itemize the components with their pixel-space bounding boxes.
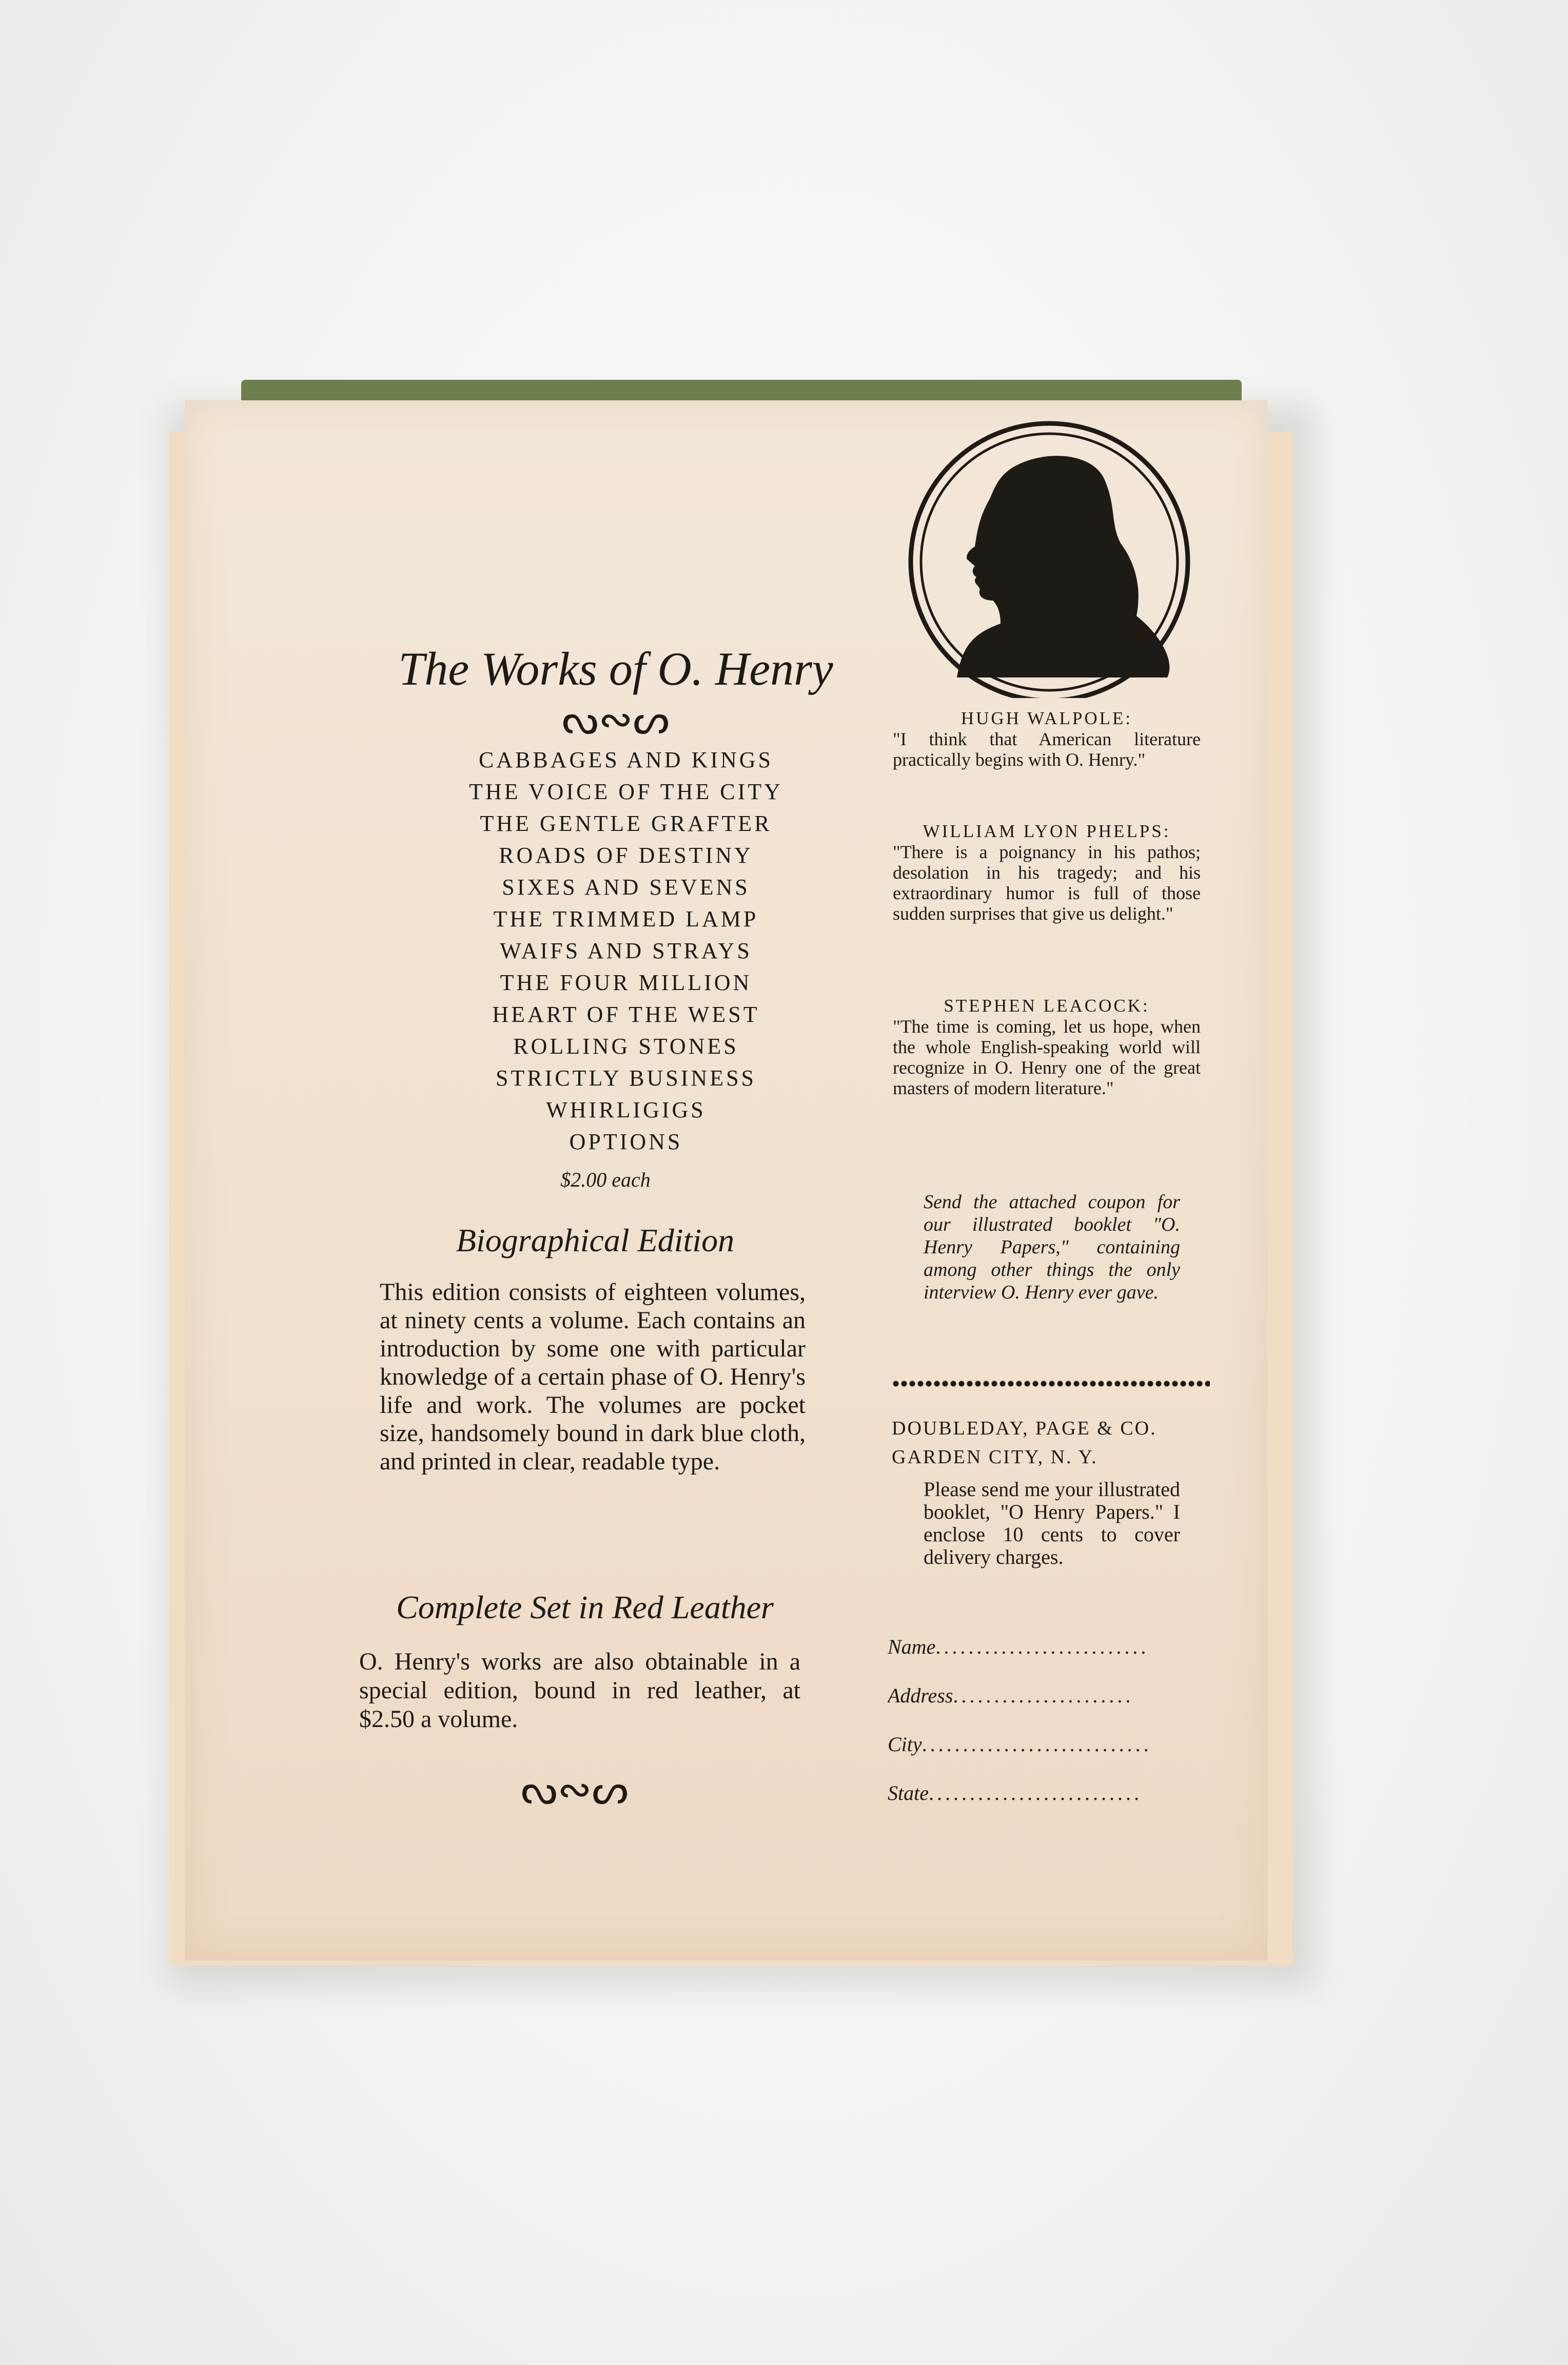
coupon-address [892,1414,1210,1471]
biographical-text: This edition consists of eighteen volumes, at ninety cents a volume. Each contains an introduction by some one with particular knowledge of a certain phase of O. Henry's life and work. The volumes are pocket size, handsomely bound in dark blue cloth, and printed in clear, readable type. [380,1278,806,1475]
title-item: WAIFS AND STRAYS [500,938,752,963]
title-item: THE GENTLE GRAFTER [480,811,772,836]
send-coupon-note: Send the attached coupon for our illustrated booklet "O. Henry Papers," containing among other things the only interview O. Henry ever gave. [924,1191,1180,1303]
title-item: STRICTLY BUSINESS [495,1065,757,1091]
quote-author: STEPHEN LEACOCK: [944,996,1150,1016]
quote-author: WILLIAM LYON PHELPS: [923,821,1171,841]
jacket-title: The Works of O. Henry [398,643,833,695]
coupon-city: GARDEN CITY, N. Y. [892,1446,1098,1468]
quote-text: "I think that American literature practically begins with O. Henry." [893,729,1201,770]
red-leather-text: O. Henry's works are also obtainable in a special edition, bound in red leather, at $2.50 a volume. [359,1648,800,1733]
title-item: ROLLING STONES [513,1034,739,1059]
title-list [410,744,841,1158]
coupon-field-address: Address...................... [888,1684,1134,1707]
title-item: THE VOICE OF THE CITY [469,779,783,804]
coupon-field-state: State.......................... [888,1781,1142,1805]
quote-block [893,821,1201,924]
ornament-top: ᔓ∾ᔕ [562,697,670,743]
biographical-heading: Biographical Edition [456,1222,735,1258]
silhouette-portrait-icon [895,421,1203,698]
title-item: SIXES AND SEVENS [502,875,750,900]
coupon-company: DOUBLEDAY, PAGE & CO. [892,1418,1157,1439]
quote-author: HUGH WALPOLE: [961,708,1133,728]
coupon-field-city: City............................ [888,1733,1152,1756]
coupon-field-name: Name.......................... [888,1635,1149,1658]
red-leather-heading: Complete Set in Red Leather [396,1589,774,1625]
quote-block [893,708,1201,770]
price-each: $2.00 each [560,1168,651,1191]
quote-block [893,996,1201,1098]
ornament-bottom: ᔓ∾ᔕ [521,1768,629,1813]
title-item: THE FOUR MILLION [500,970,752,995]
title-item: HEART OF THE WEST [492,1002,760,1027]
quote-text: "The time is coming, let us hope, when the whole English-speaking world will recognize in O. Henry one of the great masters of modern literature." [893,1016,1201,1098]
title-item: ROADS OF DESTINY [499,843,753,868]
title-item: WHIRLIGIGS [546,1097,706,1122]
title-item: CABBAGES AND KINGS [478,747,774,772]
title-item: THE TRIMMED LAMP [493,906,759,932]
quote-text: "There is a poignancy in his pathos; desolation in his tragedy; and his extraordinary humor is full of those sudden surprises that give us delight." [893,842,1201,924]
coupon-body: Please send me your illustrated booklet, "O Henry Papers." I enclose 10 cents to cover delivery charges. [924,1478,1180,1568]
coupon-dotted-rule [892,1380,1210,1388]
title-item: OPTIONS [569,1129,683,1154]
